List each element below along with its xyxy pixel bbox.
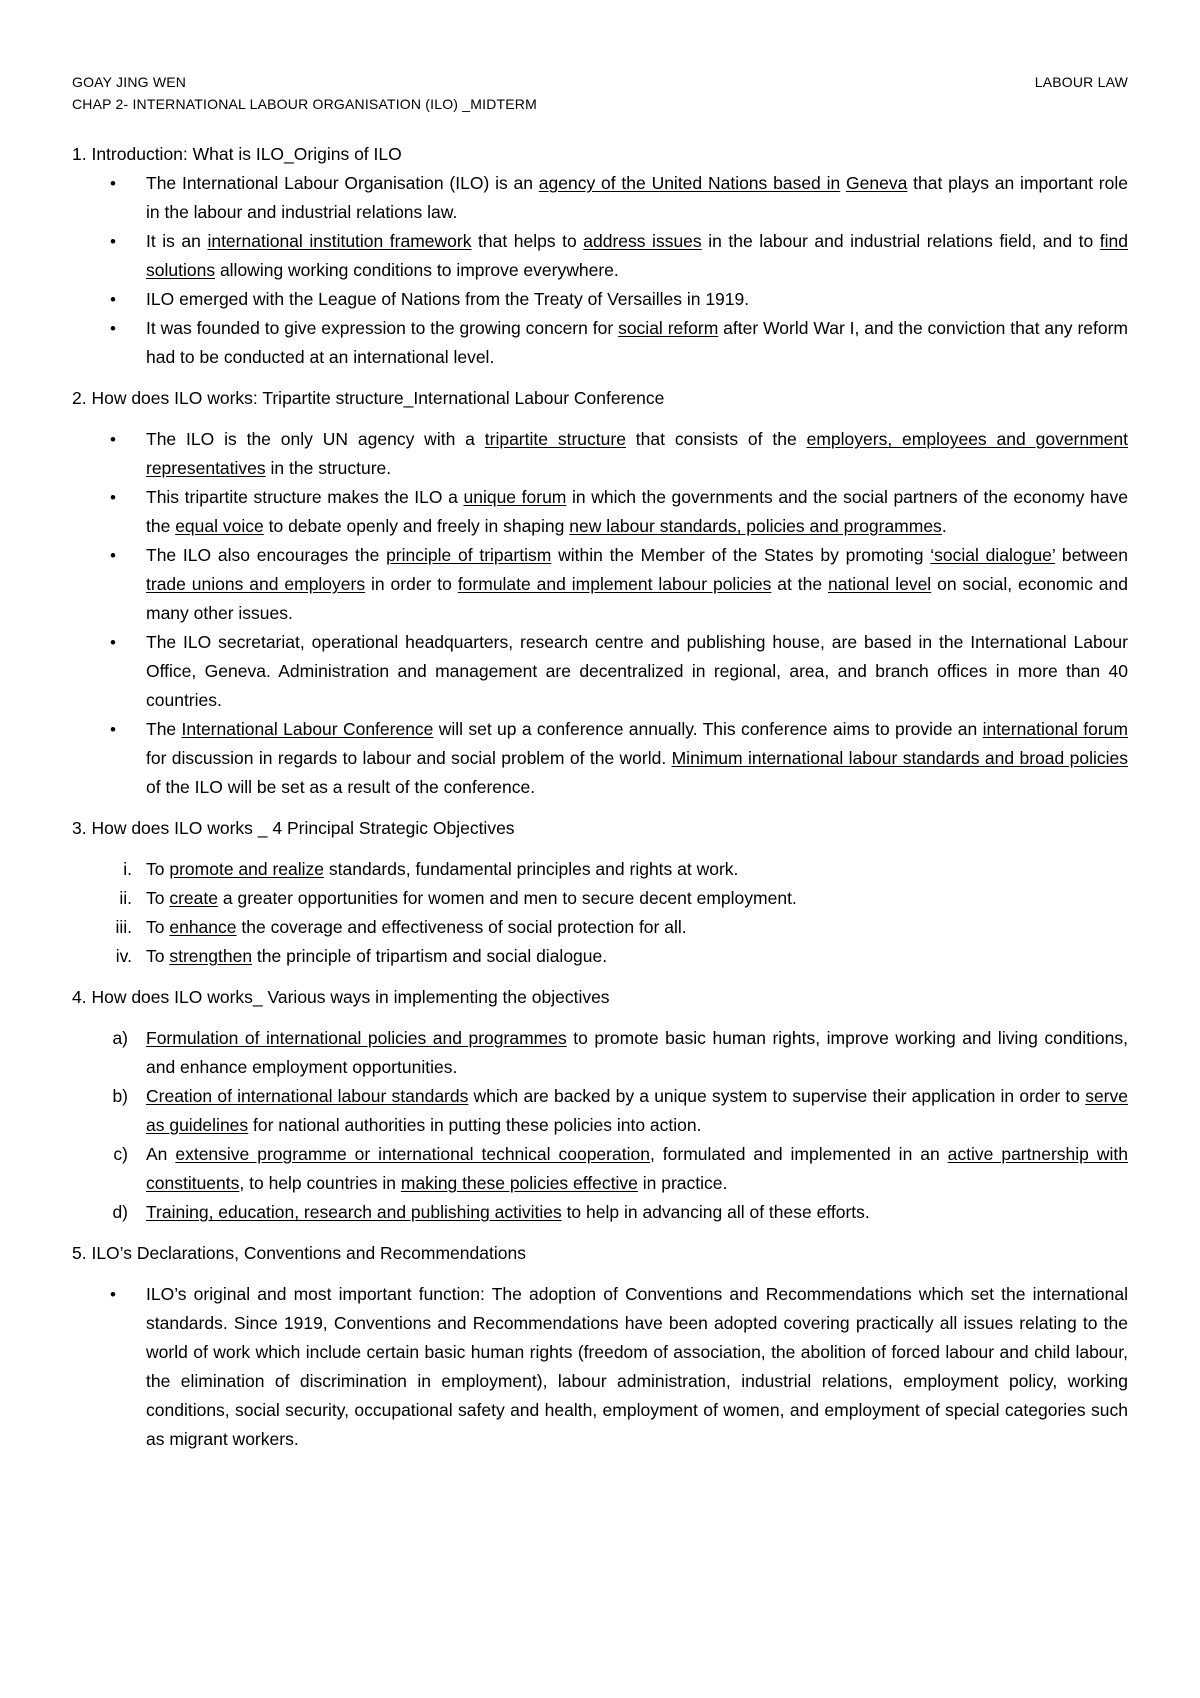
section-heading: 5. ILO’s Declarations, Conventions and Recommendations [72, 1243, 526, 1263]
text-run: standards, fundamental principles and rights at work. [324, 859, 739, 879]
section-3 [72, 814, 1128, 971]
text-run: ILO’s original and most important function: The adoption of Conventions and Recommendations which set the international standards. Since 1919, Conventions and Recommendations have been adopted covering practically all issues relating to the world of work which include certain basic human rights (freedom of association, the abolition of forced labour and child labour, the elimination of discrimination in employment), labour administration, industrial relations, employment policy, working conditions, social security, occupational safety and health, employment of women, and employment of special categories such as migrant workers. [146, 1284, 1128, 1449]
spacer [72, 1268, 1128, 1280]
numbered-list [72, 1024, 1128, 1227]
list-marker: d) [112, 1202, 128, 1222]
underlined-text: Creation of international labour standards [146, 1086, 469, 1106]
underlined-text: trade unions and employers [146, 574, 366, 594]
underlined-text: agency of the United Nations based in [538, 173, 841, 193]
text-run: in practice. [637, 1173, 728, 1193]
list-item [72, 913, 1128, 942]
text-run: An [146, 1144, 176, 1164]
list-item [72, 1198, 1128, 1227]
spacer [72, 413, 1128, 425]
underlined-text: new labour standards, policies and programmes [569, 516, 942, 536]
text-run: on social, economic and many other issues. [146, 574, 1128, 623]
underlined-text: address issues [583, 231, 702, 251]
section-heading: 2. How does ILO works: Tripartite structure_International Labour Conference [72, 388, 665, 408]
text-run: The ILO also encourages the [146, 545, 387, 565]
list-marker: i. [123, 859, 132, 879]
bullet-item [72, 285, 1128, 314]
text-run: To [146, 946, 170, 966]
list-marker: a) [112, 1028, 128, 1048]
underlined-text: Minimum international labour standards and broad policies [671, 748, 1129, 768]
chapter-title: CHAP 2- INTERNATIONAL LABOUR ORGANISATION (ILO) _MIDTERM [72, 96, 537, 112]
list-marker: ii. [119, 888, 132, 908]
section-heading: 3. How does ILO works _ 4 Principal Strategic Objectives [72, 818, 515, 838]
text-run: for discussion in regards to labour and social problem of the world. [146, 748, 672, 768]
underlined-text: principle of tripartism [386, 545, 552, 565]
text-run: of the ILO will be set as a result of the conference. [146, 777, 536, 797]
list-item [72, 1082, 1128, 1140]
text-run: ILO emerged with the League of Nations from the Treaty of Versailles in 1919. [146, 289, 750, 309]
underlined-text: serve as guidelines [146, 1086, 1128, 1135]
underlined-text: international forum [982, 719, 1128, 739]
text-run: to debate openly and freely in shaping [263, 516, 570, 536]
underlined-text: Geneva [846, 173, 908, 193]
underlined-text: making these policies effective [400, 1173, 638, 1193]
section-2 [72, 384, 1128, 802]
text-run: This tripartite structure makes the ILO a [146, 487, 464, 507]
underlined-text: ‘social dialogue’ [930, 545, 1056, 565]
underlined-text: employers, employees and government representatives [146, 429, 1129, 478]
underlined-text: International Labour Conference [181, 719, 434, 739]
text-run: within the Member of the States by promoting [551, 545, 931, 565]
underlined-text: strengthen [169, 946, 253, 966]
underlined-text: formulate and implement labour policies [457, 574, 772, 594]
bullet-list [72, 1280, 1128, 1454]
text-run: . [941, 516, 947, 536]
list-item [72, 942, 1128, 971]
list-marker: c) [113, 1144, 128, 1164]
text-run: in which the governments and the social partners of the economy have the [146, 487, 1128, 536]
underlined-text: equal voice [175, 516, 264, 536]
bullet-item [72, 628, 1128, 715]
text-run: a greater opportunities for women and men to secure decent employment. [218, 888, 797, 908]
text-run: allowing working conditions to improve everywhere. [215, 260, 619, 280]
text-run: To [146, 888, 170, 908]
underlined-text: national level [827, 574, 932, 594]
underlined-text: promote and realize [169, 859, 325, 879]
underlined-text: tripartite structure [484, 429, 626, 449]
list-item [72, 855, 1128, 884]
document-body [72, 140, 1128, 1466]
bullet-list [72, 169, 1128, 372]
underlined-text: find solutions [146, 231, 1128, 280]
underlined-text: create [169, 888, 218, 908]
underlined-text: extensive programme or international technical cooperation [175, 1144, 650, 1164]
underlined-text: international institution framework [207, 231, 472, 251]
text-run: the coverage and effectiveness of social protection for all. [236, 917, 687, 937]
underlined-text: active partnership with constituents [146, 1144, 1128, 1193]
underlined-text: enhance [169, 917, 237, 937]
text-run: in the structure. [265, 458, 392, 478]
section-1 [72, 140, 1128, 372]
text-run: to promote basic human rights, improve working and living conditions, and enhance employment opportunities. [146, 1028, 1128, 1077]
spacer [72, 843, 1128, 855]
text-run: It was founded to give expression to the growing concern for [146, 318, 619, 338]
bullet-item [72, 483, 1128, 541]
bullet-item [72, 314, 1128, 372]
section-4 [72, 983, 1128, 1227]
text-run: The ILO secretariat, operational headquarters, research centre and publishing house, are based in the International Labour Office, Geneva. Administration and management are decentralized in regional, area, and branch offices in more than 40 countries. [146, 632, 1128, 710]
text-run: between [1055, 545, 1129, 565]
underlined-text: social reform [618, 318, 719, 338]
bullet-item [72, 425, 1128, 483]
subject-title: LABOUR LAW [1034, 74, 1128, 90]
text-run: that consists of the [625, 429, 807, 449]
text-run: , formulated and implemented in an [649, 1144, 948, 1164]
underlined-text: Training, education, research and publishing activities [146, 1202, 562, 1222]
underlined-text: Formulation of international policies and programmes [146, 1028, 567, 1048]
text-run: in the labour and industrial relations field, and to [701, 231, 1100, 251]
bullet-item [72, 715, 1128, 802]
text-run: To [146, 859, 170, 879]
section-heading: 4. How does ILO works_ Various ways in implementing the objectives [72, 987, 610, 1007]
text-run: The ILO is the only UN agency with a [146, 429, 485, 449]
author-name: GOAY JING WEN [72, 74, 187, 90]
underlined-text: unique forum [463, 487, 567, 507]
text-run: the principle of tripartism and social dialogue. [252, 946, 608, 966]
text-run: To [146, 917, 170, 937]
section-5 [72, 1239, 1128, 1454]
list-item [72, 1024, 1128, 1082]
numbered-list [72, 855, 1128, 971]
bullet-item [72, 541, 1128, 628]
section-heading: 1. Introduction: What is ILO_Origins of ILO [72, 144, 402, 164]
text-run: after World War I, and the conviction that any reform had to be conducted at an international level. [146, 318, 1129, 367]
text-run: to help in advancing all of these efforts. [561, 1202, 870, 1222]
text-run: The International Labour Organisation (ILO) is an [146, 173, 539, 193]
text-run: for national authorities in putting these policies into action. [248, 1115, 702, 1135]
text-run: It is an [146, 231, 208, 251]
bullet-item [72, 1280, 1128, 1454]
list-item [72, 884, 1128, 913]
text-run: that plays an important role in the labour and industrial relations law. [146, 173, 1128, 222]
bullet-item [72, 169, 1128, 227]
text-run: The [146, 719, 182, 739]
text-run: at the [771, 574, 828, 594]
list-marker: iii. [115, 917, 132, 937]
bullet-item [72, 227, 1128, 285]
text-run: will set up a conference annually. This conference aims to provide an [433, 719, 983, 739]
text-run: , to help countries in [239, 1173, 401, 1193]
list-marker: b) [112, 1086, 128, 1106]
spacer [72, 1012, 1128, 1024]
text-run: in order to [365, 574, 458, 594]
list-marker: iv. [115, 946, 132, 966]
text-run: that helps to [471, 231, 584, 251]
text-run: which are backed by a unique system to supervise their application in order to [468, 1086, 1086, 1106]
list-item [72, 1140, 1128, 1198]
bullet-list [72, 425, 1128, 802]
